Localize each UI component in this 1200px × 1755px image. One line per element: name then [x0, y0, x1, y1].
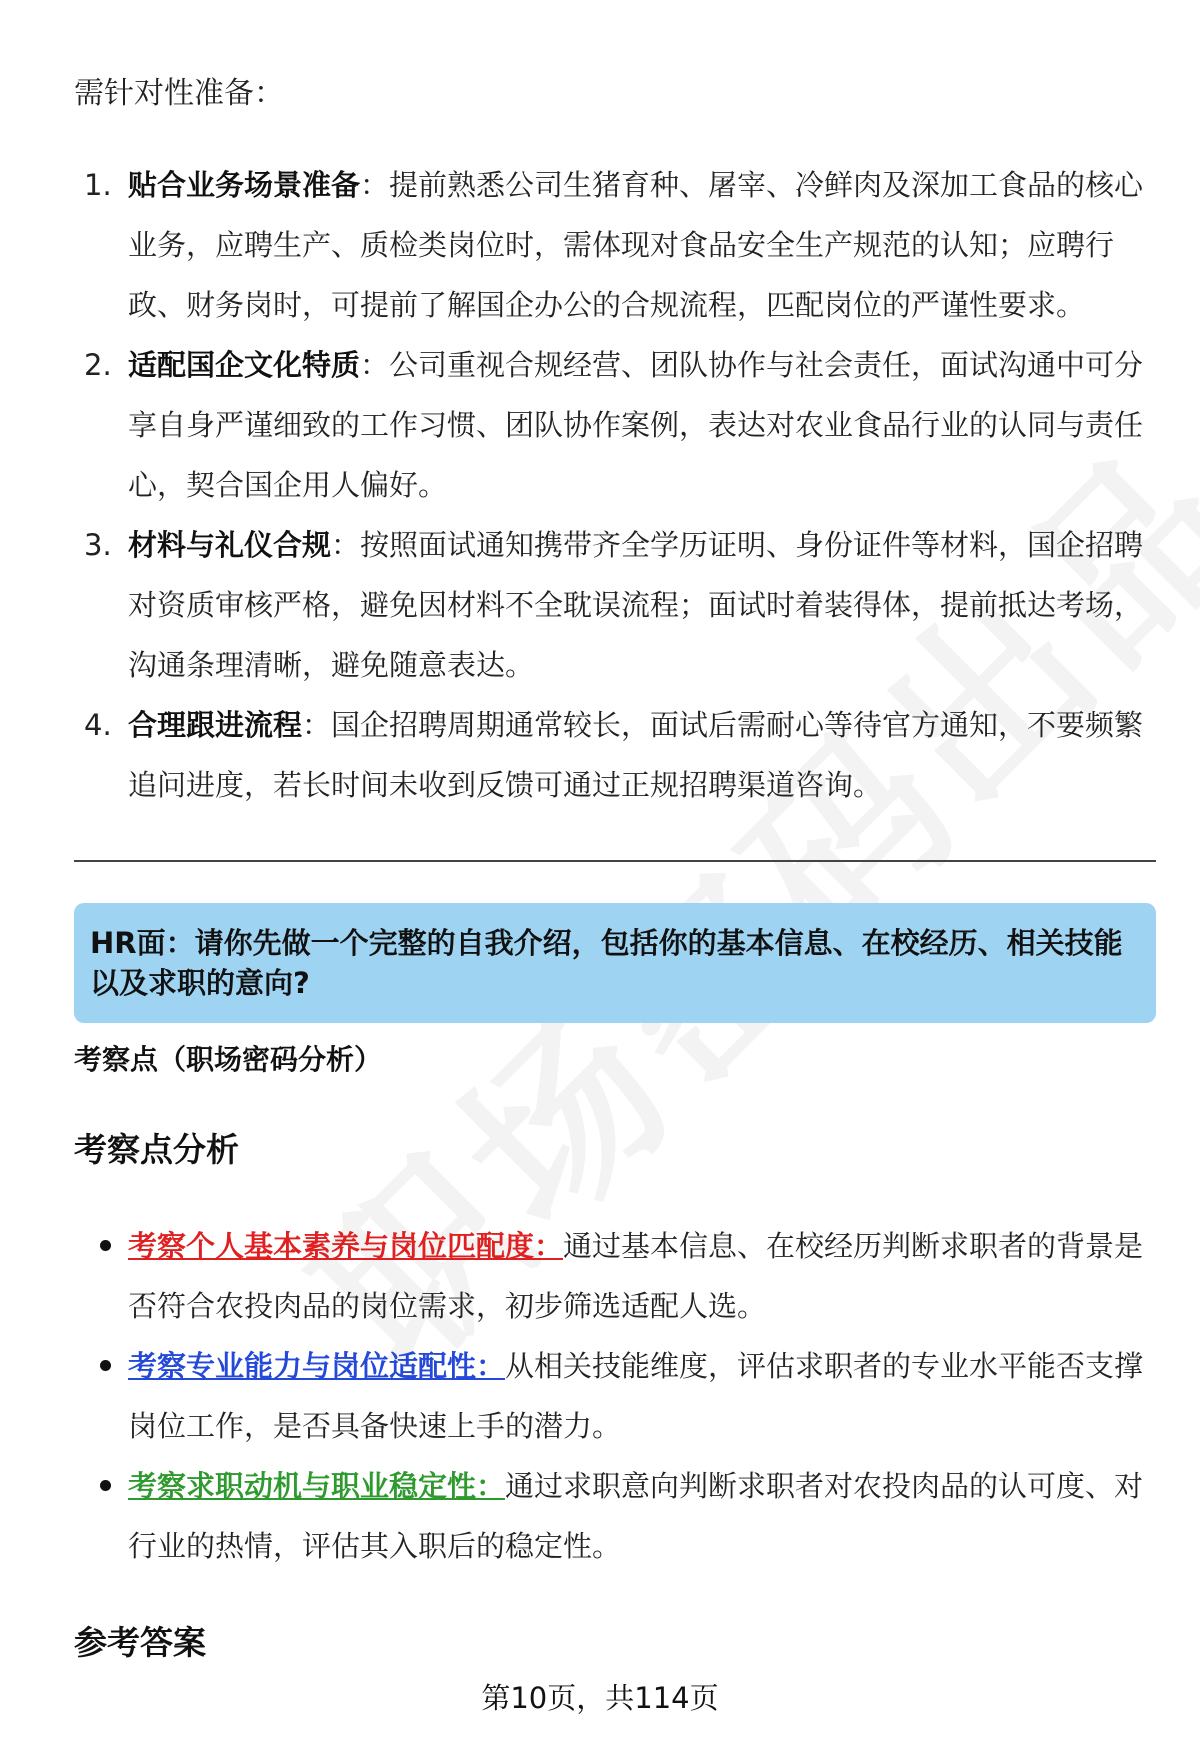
- bullet-text: 从相关技能维度，评估求职者的专业水平能否支撑岗位工作，是否具备快速上手的潜力。: [128, 1349, 1144, 1443]
- list-item: [74, 695, 1154, 815]
- bullet-key-link[interactable]: 考察专业能力与岗位适配性：: [128, 1349, 506, 1383]
- list-item-text: 提前熟悉公司生猪育种、屠宰、冷鲜肉及深加工食品的核心业务，应聘生产、质检类岗位时，需体现对食品安全生产规范的认知；应聘行政、财务岗时，可提前了解国企办公的合规流程，匹配岗位的严谨性要求。: [128, 168, 1144, 322]
- list-item: [74, 335, 1154, 515]
- analysis-subheading: 考察点（职场密码分析）: [74, 1043, 383, 1076]
- section-divider: [74, 860, 1156, 862]
- bullet-item: [74, 1456, 1154, 1576]
- list-item-title: 材料与礼仪合规: [128, 528, 332, 562]
- list-item-title: 适配国企文化特质: [128, 348, 361, 382]
- list-number: 4.: [84, 708, 112, 742]
- bullet-dot: [100, 1240, 111, 1251]
- bullet-key-link[interactable]: 考察求职动机与职业稳定性：: [128, 1469, 506, 1503]
- list-item-text: 公司重视合规经营、团队协作与社会责任，面试沟通中可分享自身严谨细致的工作习惯、团队协作案例，表达对农业食品行业的认同与责任心，契合国企用人偏好。: [128, 348, 1144, 502]
- list-item-title: 贴合业务场景准备: [128, 168, 361, 202]
- list-item-separator: ：: [360, 348, 390, 382]
- question-text: HR面：请你先做一个完整的自我介绍，包括你的基本信息、在校经历、相关技能以及求职的意向?: [90, 926, 1123, 1000]
- list-item: [74, 515, 1154, 695]
- list-number: 1.: [84, 168, 112, 202]
- list-item-separator: ：: [302, 708, 332, 742]
- answer-heading: 参考答案: [74, 1623, 206, 1662]
- bullet-item: [74, 1216, 1154, 1336]
- analysis-heading: 考察点分析: [74, 1130, 239, 1169]
- list-item-title: 合理跟进流程: [128, 708, 303, 742]
- bullet-item: [74, 1336, 1154, 1456]
- list-item: [74, 155, 1154, 335]
- list-number: 2.: [84, 348, 112, 382]
- list-item-separator: ：: [331, 528, 361, 562]
- bullet-key-link[interactable]: 考察个人基本素养与岗位匹配度：: [128, 1229, 564, 1263]
- list-number: 3.: [84, 528, 112, 562]
- list-item-text: 国企招聘周期通常较长，面试后需耐心等待官方通知，不要频繁追问进度，若长时间未收到反馈可通过正规招聘渠道咨询。: [128, 708, 1144, 802]
- bullet-dot: [100, 1360, 111, 1371]
- bullet-dot: [100, 1480, 111, 1491]
- preparation-list: [74, 155, 1154, 815]
- intro-text: 需针对性准备：: [74, 76, 284, 111]
- list-item-separator: ：: [360, 168, 390, 202]
- list-item-text: 按照面试通知携带齐全学历证明、身份证件等材料，国企招聘对资质审核严格，避免因材料不全耽误流程；面试时着装得体，提前抵达考场，沟通条理清晰，避免随意表达。: [128, 528, 1144, 682]
- page-number: 第10页，共114页: [481, 1681, 719, 1715]
- question-box: [74, 903, 1156, 1023]
- bullet-text: 通过基本信息、在校经历判断求职者的背景是否符合农投肉品的岗位需求，初步筛选适配人选。: [128, 1229, 1144, 1323]
- analysis-bullet-list: [74, 1216, 1154, 1576]
- bullet-text: 通过求职意向判断求职者对农投肉品的认可度、对行业的热情，评估其入职后的稳定性。: [128, 1469, 1144, 1563]
